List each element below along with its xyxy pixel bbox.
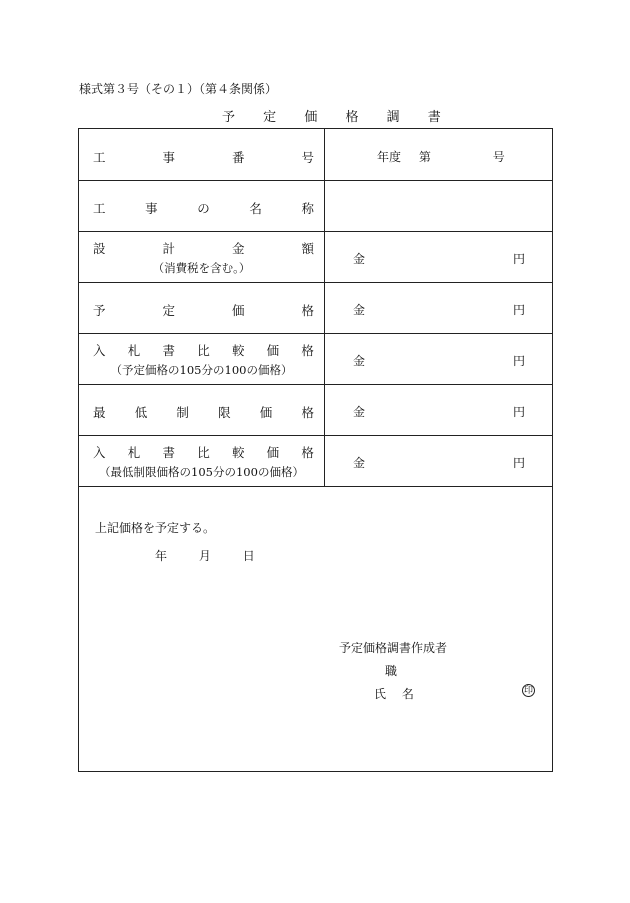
label-char: 予 — [93, 303, 106, 318]
label-cell — [79, 384, 324, 435]
value-cell[interactable] — [325, 231, 553, 282]
table-row-bid-comparison-minimum-price — [79, 435, 552, 486]
money-prefix: 金 — [353, 354, 366, 368]
label-cell — [79, 180, 324, 231]
label-char: 事 — [162, 150, 175, 165]
table-row-planned-price — [79, 282, 552, 333]
form-number: 様式第３号（その１）（第４条関係） — [79, 82, 278, 96]
label-char: 金 — [231, 241, 245, 256]
label-char: 価 — [266, 343, 280, 358]
number-suffix-label: 号 — [492, 150, 505, 164]
estimate-form-box — [78, 128, 553, 772]
yen-unit: 円 — [512, 456, 525, 470]
yen-unit: 円 — [512, 354, 525, 368]
title-char: 書 — [427, 110, 441, 125]
label-char: 入 — [93, 445, 106, 460]
label-char: 価 — [266, 445, 280, 460]
row-divider — [79, 486, 552, 487]
month-label: 月 — [198, 549, 211, 563]
maker-label: 予定価格調書作成者 — [339, 641, 448, 655]
label-char: の — [197, 201, 210, 216]
post-label[interactable]: 職 — [385, 664, 398, 678]
label-char: 制 — [176, 405, 189, 420]
label-char: 事 — [145, 201, 158, 216]
name-char: 名 — [401, 687, 414, 701]
label-char: 工 — [93, 150, 106, 165]
label-cell — [79, 282, 324, 333]
label-char: 工 — [93, 201, 106, 216]
value-cell[interactable] — [325, 435, 553, 486]
label-char: 書 — [162, 343, 175, 358]
label-char: 低 — [134, 405, 148, 420]
row-label — [93, 239, 314, 257]
yen-unit: 円 — [512, 252, 525, 266]
value-cell[interactable] — [325, 282, 553, 333]
value-cell[interactable] — [325, 333, 553, 384]
label-cell — [79, 435, 324, 486]
label-char: 比 — [197, 445, 210, 460]
table-row-design-amount — [79, 231, 552, 282]
yen-unit: 円 — [512, 405, 525, 419]
day-label: 日 — [242, 549, 255, 563]
seal-mark: 印 — [523, 686, 533, 696]
name-line[interactable] — [374, 685, 426, 702]
label-char: 較 — [231, 445, 245, 460]
label-char: 格 — [301, 343, 314, 358]
label-char: 較 — [231, 343, 245, 358]
title-char: 予 — [222, 110, 236, 125]
label-char: 称 — [301, 201, 314, 216]
money-prefix: 金 — [353, 456, 366, 470]
row-label — [93, 301, 314, 319]
row-label — [93, 199, 314, 217]
value-cell[interactable] — [325, 180, 553, 231]
label-char: 札 — [127, 343, 141, 358]
table-row-work-name — [79, 180, 552, 231]
title-char: 価 — [304, 110, 318, 125]
label-char: 価 — [231, 303, 245, 318]
label-char: 計 — [162, 241, 175, 256]
row-label — [93, 341, 314, 359]
row-note: （予定価格の105分の100の価格） — [110, 363, 293, 377]
money-prefix: 金 — [353, 405, 366, 419]
label-char: 価 — [259, 405, 273, 420]
date-line[interactable] — [155, 547, 283, 564]
label-char: 入 — [93, 343, 106, 358]
row-label — [93, 148, 314, 166]
label-char: 書 — [162, 445, 175, 460]
label-cell — [79, 129, 324, 180]
row-note: （最低制限価格の105分の100の価格） — [99, 465, 304, 479]
fiscal-year-label: 年度 — [377, 150, 402, 164]
label-char: 格 — [301, 405, 314, 420]
label-char: 格 — [301, 303, 314, 318]
name-char: 氏 — [374, 687, 387, 701]
label-char: 定 — [162, 303, 175, 318]
table-row-minimum-limit-price — [79, 384, 552, 435]
table-row-work-number — [79, 129, 552, 180]
row-note: （消費税を含む。） — [152, 261, 251, 275]
label-char: 号 — [301, 150, 314, 165]
label-char: 設 — [93, 241, 106, 256]
label-char: 比 — [197, 343, 210, 358]
document-title — [222, 106, 441, 125]
title-char: 調 — [386, 110, 400, 125]
year-label: 年 — [155, 549, 168, 563]
title-char: 格 — [345, 110, 359, 125]
declaration-text: 上記価格を予定する。 — [95, 521, 216, 535]
label-char: 額 — [301, 241, 314, 256]
value-cell[interactable] — [325, 129, 553, 180]
label-char: 番 — [231, 150, 245, 165]
label-char: 名 — [249, 201, 262, 216]
money-prefix: 金 — [353, 252, 366, 266]
label-char: 最 — [93, 405, 106, 420]
label-char: 札 — [127, 445, 141, 460]
row-label — [93, 443, 314, 461]
label-char: 限 — [218, 405, 231, 420]
row-label — [93, 403, 314, 421]
value-cell[interactable] — [325, 384, 553, 435]
work-number-value — [377, 148, 505, 165]
ordinal-prefix-label: 第 — [418, 150, 431, 164]
label-cell — [79, 231, 324, 282]
label-char: 格 — [301, 445, 314, 460]
table-row-bid-comparison-price — [79, 333, 552, 384]
money-prefix: 金 — [353, 303, 366, 317]
title-char: 定 — [263, 110, 277, 125]
yen-unit: 円 — [512, 303, 525, 317]
label-cell — [79, 333, 324, 384]
